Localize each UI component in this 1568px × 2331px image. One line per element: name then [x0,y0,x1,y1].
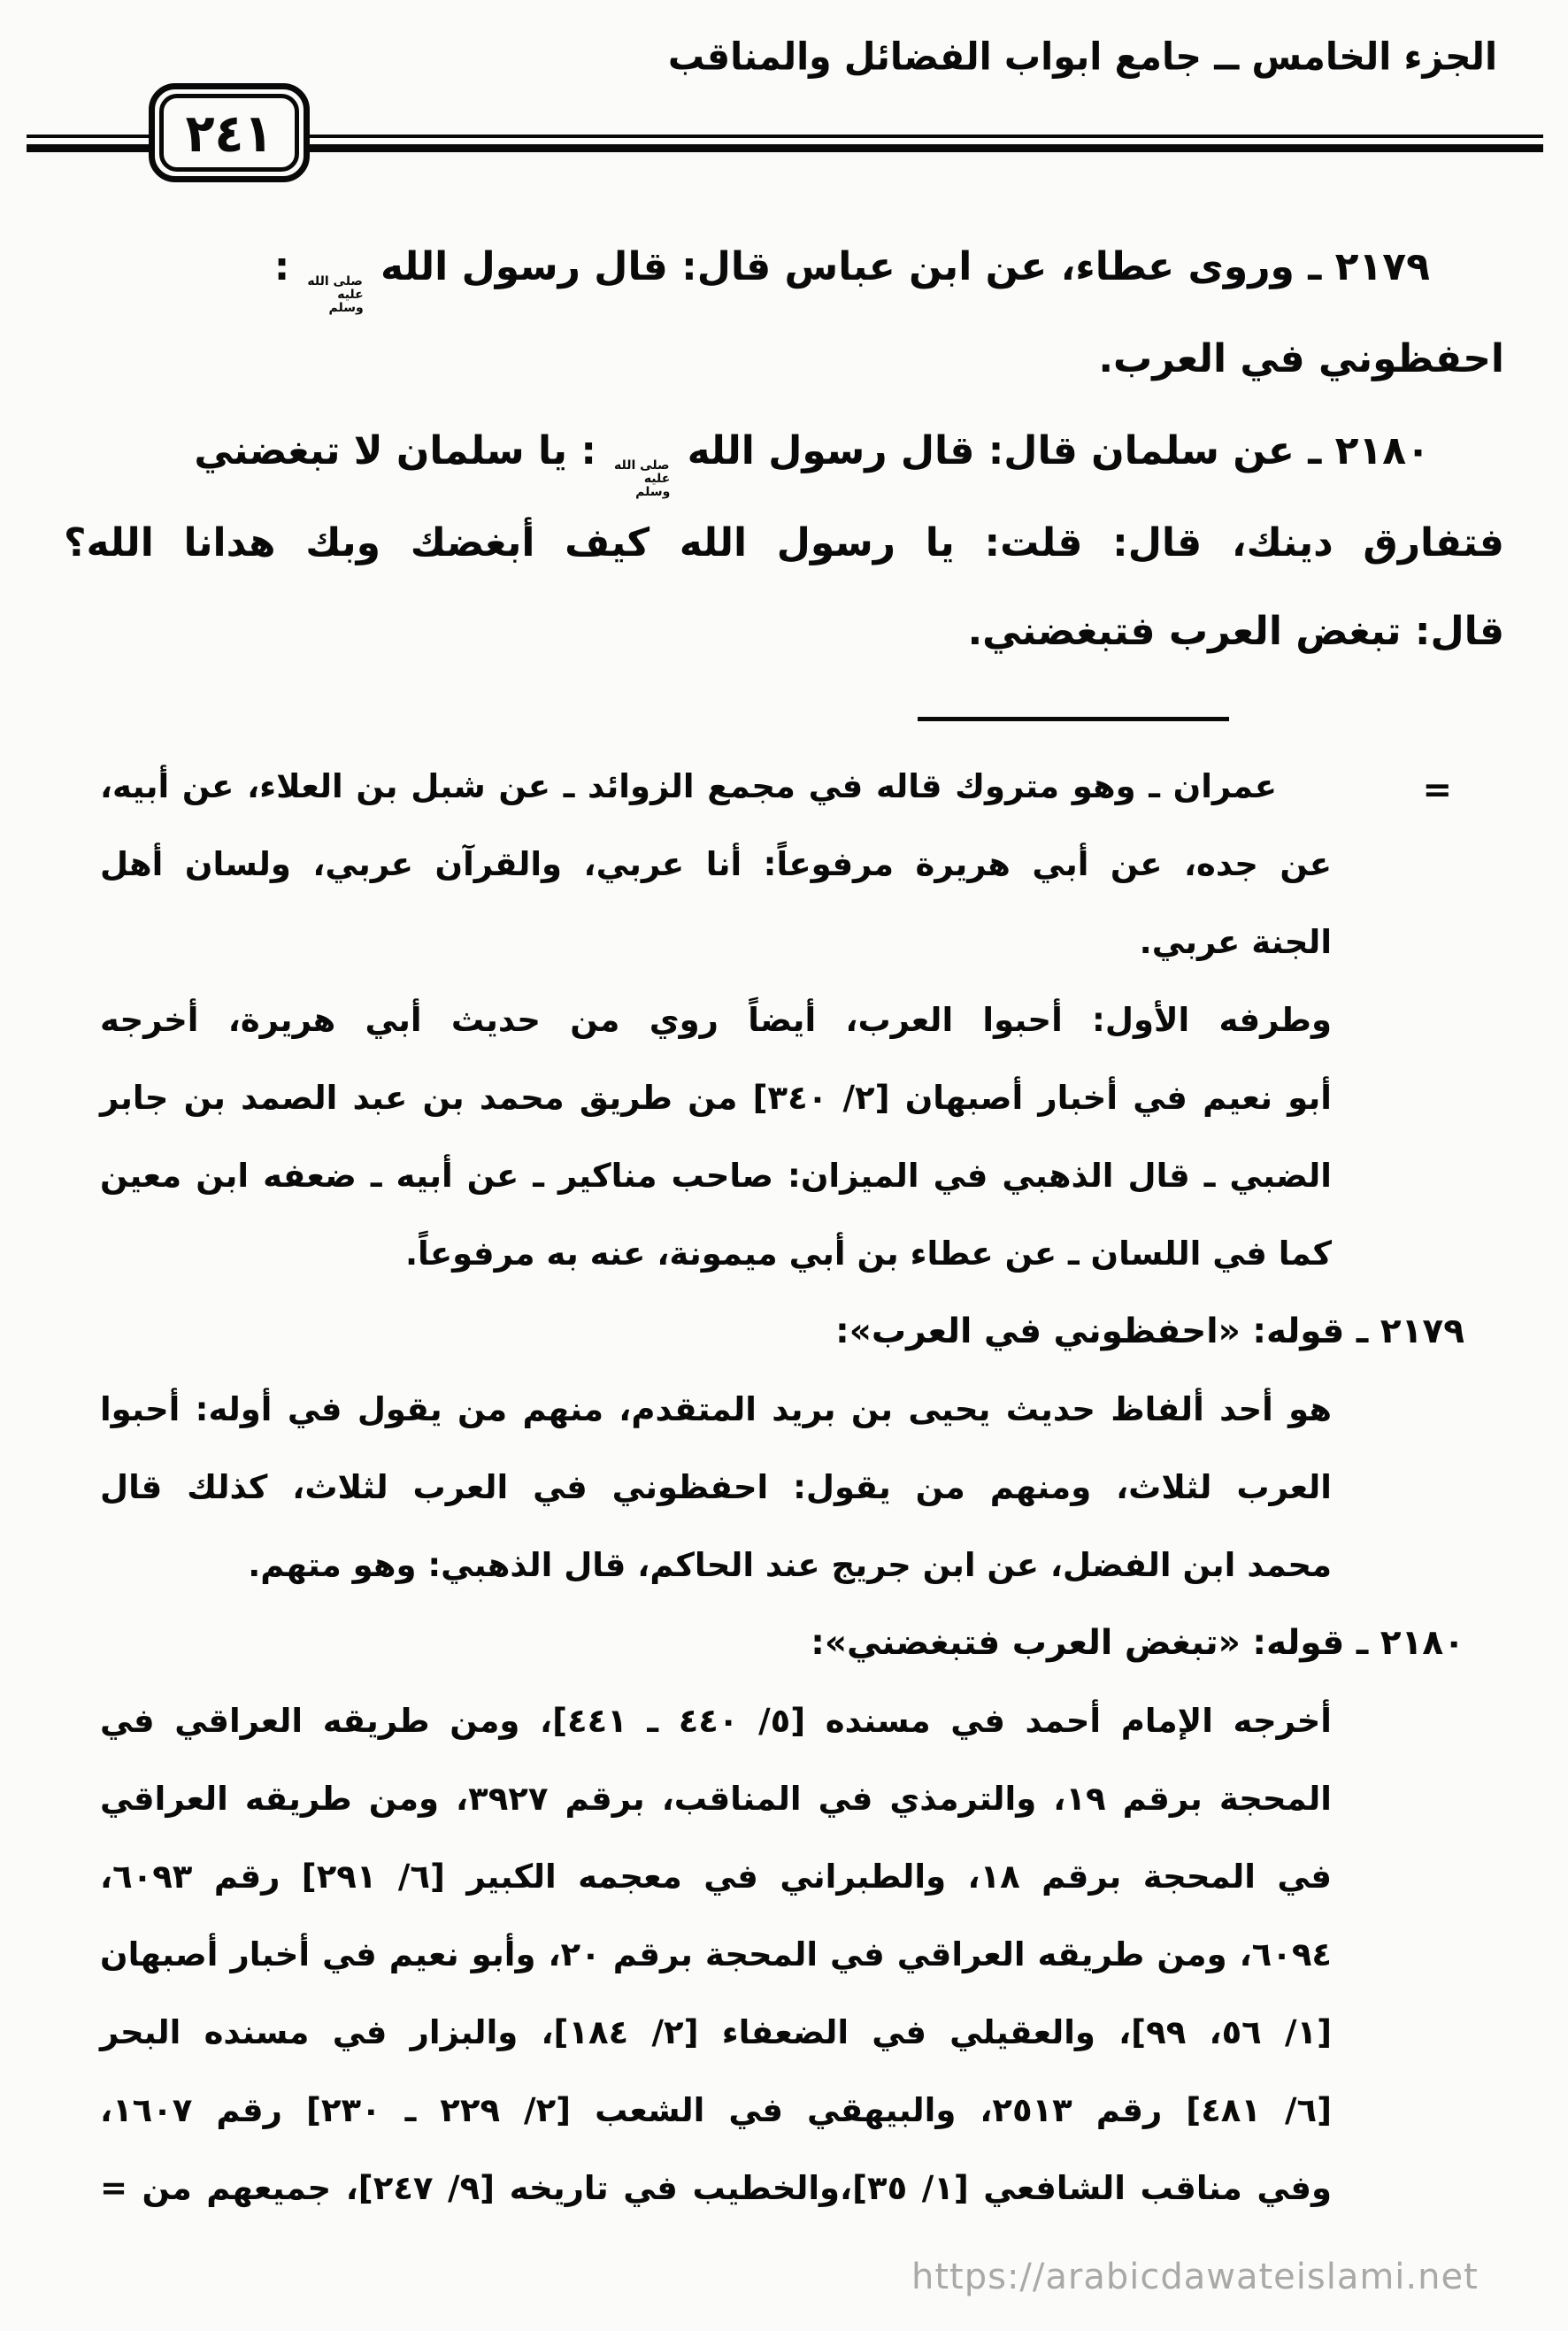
footnote-line: [٦/ ٤٨١] رقم ٢٥١٣، والبيهقي في الشعب [٢/ ٢٢٩ ـ ٢٣٠] رقم ١٦٠٧، [100,2091,1332,2129]
footnote-line: كما في اللسان ـ عن عطاء بن أبي ميمونة، عنه به مرفوعاً. [404,1235,1332,1273]
footnotes-block [100,748,1464,2227]
footnote-line: الجنة عربي. [1139,923,1332,961]
footnote-separator-rule [918,717,1229,721]
hadith-2179-text-a: ٢١٧٩ ـ وروى عطاء، عن ابن عباس قال: قال رسول الله [380,244,1430,289]
footnote-line: ٦٠٩٤، ومن طريقه العراقي في المحجة برقم ٢٠، وأبو نعيم في أخبار أصبهان [100,1935,1332,1973]
book-header-title: الجزء الخامس ــ جامع ابواب الفضائل والمناقب [667,34,1497,80]
footnote-line: أخرجه الإمام أحمد في مسنده [٥/ ٤٤٠ ـ ٤٤١]، ومن طريقه العراقي في [100,1702,1332,1740]
saw-line-1: صلى الله [307,274,363,288]
footnote-line: [١/ ٥٦، ٩٩]، والعقيلي في الضعفاء [٢/ ١٨٤]، والبزار في مسنده البحر [100,2013,1333,2051]
hadith-2180-line-3: قال: تبغض العرب فتبغضني. [967,609,1504,654]
saw-calligraphy-mark [307,275,364,315]
page-number: ٢٤١ [185,102,273,164]
footnote-continuation-mark: = [1422,770,1452,811]
footnote-line: عمران ـ وهو متروك قاله في مجمع الزوائد ـ عن شبل بن العلاء، عن أبيه، [100,767,1277,805]
footnote-line: أبو نعيم في أخبار أصبهان [٢/ ٣٤٠] من طريق محمد بن عبد الصمد بن جابر [100,1079,1332,1117]
main-text-block [64,223,1504,676]
hadith-2180-line-2: فتفارق دينك، قال: قلت: يا رسول الله كيف أبغضك وبك هدانا الله؟ [64,520,1504,565]
hadith-2180-line-1 [64,407,1504,499]
hadith-2180-text-a: ٢١٨٠ ـ عن سلمان قال: قال رسول الله [687,428,1430,473]
saw-line-2: عليه وسلم [635,472,671,499]
footnote-line: وفي مناقب الشافعي [١/ ٣٥]،والخطيب في تاريخه [٩/ ٢٤٧]، جميعهم من = [100,2169,1333,2207]
page-number-box [149,83,310,182]
footnote-line: في المحجة برقم ١٨، والطبراني في معجمه الكبير [٦/ ٢٩١] رقم ٦٠٩٣، [100,1858,1332,1896]
footnote-line: هو أحد ألفاظ حديث يحيى بن بريد المتقدم، منهم من يقول في أوله: أحبوا [100,1390,1332,1428]
page-number-box-inner [159,94,299,172]
footnote-line: العرب لثلاث، ومنهم من يقول: احفظوني في العرب لثلاث، كذلك قال [100,1468,1332,1506]
saw-line-1: صلى الله [614,458,670,473]
hadith-2179-line-2: احفظوني في العرب. [1098,336,1504,381]
hadith-2180-text-b: : يا سلمان لا تبغضني [194,428,596,473]
footnote-line: المحجة برقم ١٩، والترمذي في المناقب، برقم ٣٩٢٧، ومن طريقه العراقي [100,1780,1332,1818]
site-watermark: https://arabicdawateislami.net [911,2257,1479,2297]
saw-line-2: عليه وسلم [328,288,364,315]
footnote-line: عن جده، عن أبي هريرة مرفوعاً: أنا عربي، والقرآن عربي، ولسان أهل [100,845,1332,883]
saw-calligraphy-mark [613,459,670,499]
hadith-2179-line-1 [64,223,1504,315]
hadith-2179-text-b: : [273,244,290,289]
footnote-line: وطرفه الأول: أحبوا العرب، أيضاً روي من حديث أبي هريرة، أخرجه [100,1001,1332,1039]
footnote-line: الضبي ـ قال الذهبي في الميزان: صاحب مناكير ـ عن أبيه ـ ضعفه ابن معين [100,1157,1332,1195]
footnote-line: محمد ابن الفضل، عن ابن جريج عند الحاكم، قال الذهبي: وهو متهم. [248,1546,1332,1584]
footnote-heading-2180: ٢١٨٠ ـ قوله: «تبغض العرب فتبغضني»: [811,1623,1464,1663]
footnote-heading-2179: ٢١٧٩ ـ قوله: «احفظوني في العرب»: [835,1312,1464,1351]
